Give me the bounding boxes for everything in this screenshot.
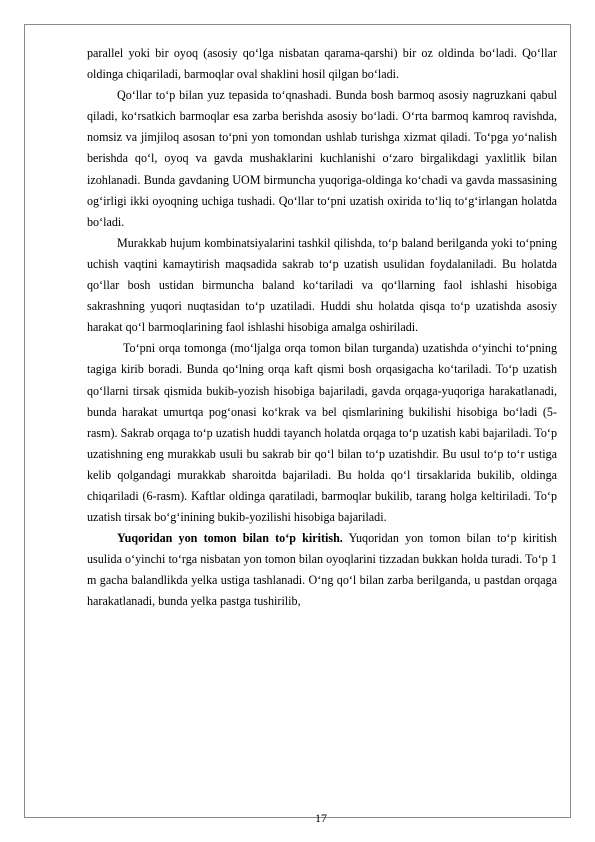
paragraph-jump-set: Murakkab hujum kombinatsiyalarini tashkil qilishda, to‘p baland berilganda yoki to‘pning uchish vaqtini kamaytirish maqsadida sakrab to‘p uzatish usulidan foydalaniladi. Bu holatda qo‘llar bosh ustidan birmuncha baland ko‘tariladi va qo‘llarning faol ishlashi hisobiga sakrashning yuqori nuqtasidan to‘p uzatiladi. Huddi shu holatda qisqa to‘p uzatishda asosiy harakat qo‘l barmoqlarining faol ishlashi hisobiga amalga oshiriladi. — [87, 235, 557, 335]
paragraph-finger-contact: Qo‘llar to‘p bilan yuz tepasida to‘qnashadi. Bunda bosh barmoq asosiy nagruzkani qabul qiladi, ko‘rsatkich barmoqlar esa zarba berishda asosiy bo‘ladi. O‘rta barmoq kamroq ravishda, nomsiz va jimjiloq asosan to‘pni yon tomondan ushlab turishga xizmat qiladi. To‘pga yo‘nalish berishda qo‘l, oyoq va gavda mushaklarini kuchlanishi o‘zaro birgalikdagi yaxlitlik bilan izohlanadi. Bunda gavdaning UOM birmuncha yuqoriga-oldinga ko‘chadi va gavda massasining og‘irligi ikki oyoqning uchiga tushadi. Qo‘llar to‘pni uzatish oxirida to‘liq to‘g‘irlangan holatda bo‘ladi. — [87, 88, 557, 229]
section-heading-body: Yuqoridan yon tomon bilan to‘p kiritish usulida o‘yinchi to‘rga nisbatan yon tomon bilan oyoqlarini tizzadan bukkan holda turadi. To‘p 1 m gacha balandlikda yelka ustiga tashlanadi. O‘ng qo‘l bilan zarba berilganda, u pastdan orqaga harakatlanadi, bunda yelka pastga tushirilib, — [87, 531, 557, 609]
section-heading: Yuqoridan yon tomon bilan to‘p kiritish. — [117, 531, 343, 546]
paragraph-continuation: parallel yoki bir oyoq (asosiy qo‘lga nisbatan qarama-qarshi) bir oz oldinda bo‘ladi. Qo‘llar oldinga chiqariladi, barmoqlar oval shaklini hosil qilgan bo‘ladi. — [87, 46, 557, 82]
paragraph-side-serve — [87, 528, 557, 612]
paragraph-back-set: To‘pni orqa tomonga (mo‘ljalga orqa tomon bilan turganda) uzatishda o‘yinchi to‘pning tagiga kirib boradi. Bunda qo‘lning orqa kaft qismi bosh orqasigacha ko‘tariladi. To‘p uzatish qo‘llarni tirsak qismida bukib-yozish hisobiga bajariladi, gavda orqaga-yuqoriga harakatlanadi, bunda harakat umurtqa pog‘onasi ko‘krak va bel qismlarining bukilishi hisobiga bo‘ladi (5-rasm). Sakrab orqaga to‘p uzatish huddi tayanch holatda orqaga to‘p uzatish kabi bajariladi. To‘p uzatishning eng murakkab usuli bu sakrab bir qo‘l bilan to‘p uzatishdir. Bu usul to‘p to‘r ustiga kelib qolgandagi murakkab sharoitda bajariladi. Bu holda qo‘l tirsaklarida bukilib, oldinga chiqariladi (6-rasm). Kaftlar oldinga qaratiladi, barmoqlar bukilib, tarang holga keltiriladi. To‘p uzatish tirsak bo‘g‘inining bukib-yozilishi hisobiga bajariladi. — [87, 341, 557, 525]
page-number: 17 — [315, 811, 327, 825]
document-body — [87, 43, 557, 613]
